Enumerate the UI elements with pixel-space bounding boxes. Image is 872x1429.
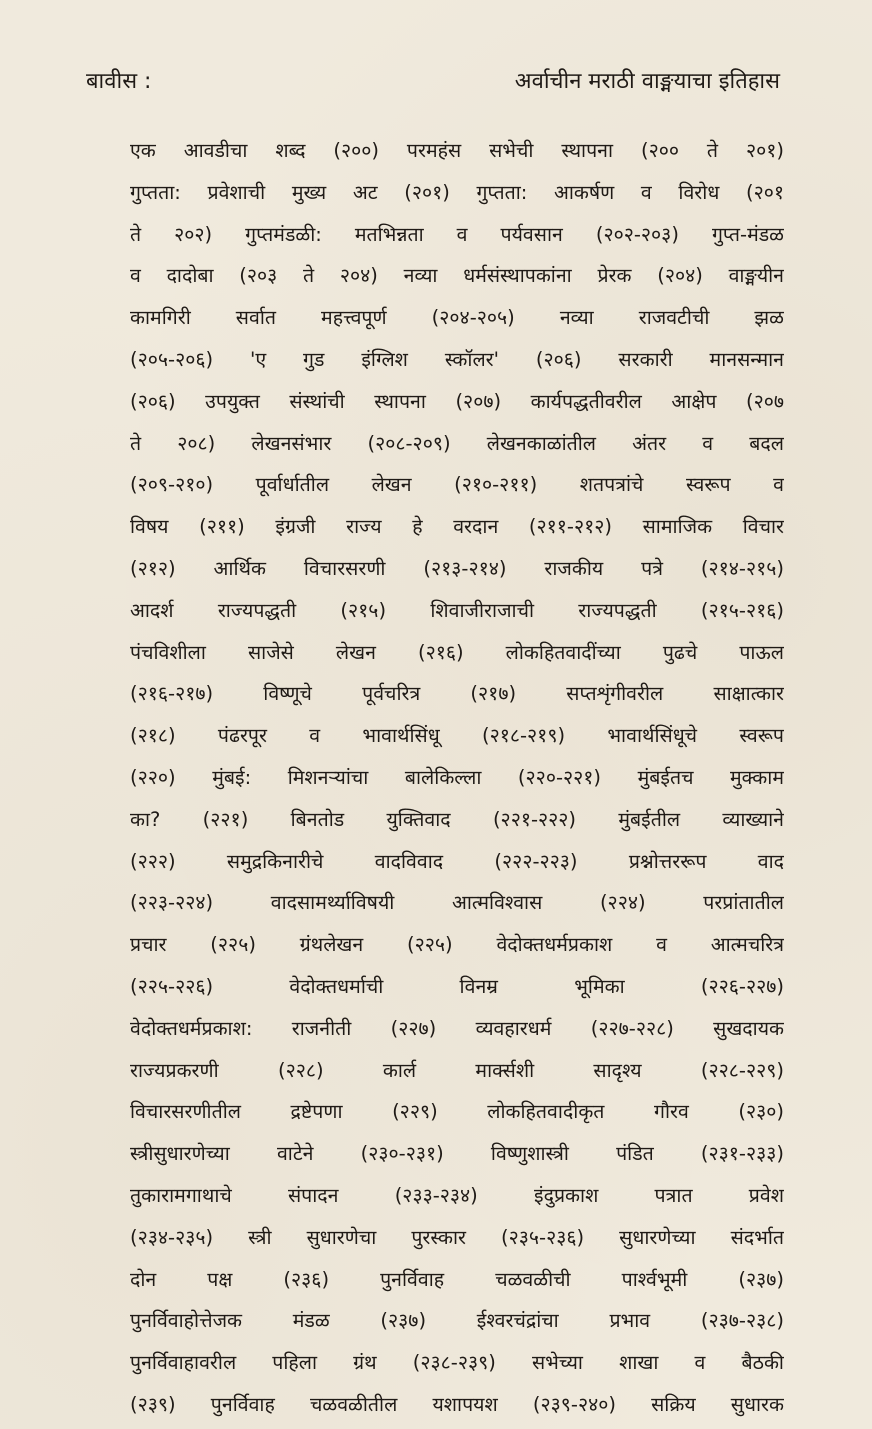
text-line: का? (२२१) बिनतोड युक्तिवाद (२२१-२२२) मुंबईतील व्याख्याने [130,807,784,831]
text-line: (२२५-२२६) वेदोक्तधर्माची विनम्र भूमिका (२२६-२२७) [130,974,784,998]
text-line: (२२३-२२४) वादसामर्थ्याविषयी आत्मविश्वास (२२४) परप्रांतातील [130,891,784,915]
text-line: विचारसरणीतील द्रष्टेपणा (२२९) लोकहितवादीकृत गौरव (२३०) [130,1100,784,1124]
text-line: वेदोक्तधर्मप्रकाश: राजनीती (२२७) व्यवहारधर्म (२२७-२२८) सुखदायक [130,1016,784,1040]
text-line: विषय (२११) इंग्रजी राज्य हे वरदान (२११-२१२) सामाजिक विचार [130,515,784,539]
text-line: प्रचार (२२५) ग्रंथलेखन (२२५) वेदोक्तधर्मप्रकाश व आत्मचरित्र [130,933,784,957]
book-title: अर्वाचीन मराठी वाङ्मयाचा इतिहास [514,69,780,94]
text-line: (२२२) समुद्रकिनारीचे वादविवाद (२२२-२२३) प्रश्नोत्तररूप वाद [130,849,784,873]
text-line: (२१२) आर्थिक विचारसरणी (२१३-२१४) राजकीय पत्रे (२१४-२१५) [130,556,784,580]
text-line: (२३४-२३५) स्त्री सुधारणेचा पुरस्कार (२३५-२३६) सुधारणेच्या संदर्भात [130,1225,784,1249]
text-line: राज्यप्रकरणी (२२८) कार्ल मार्क्सशी सादृश्य (२२८-२२९) [130,1058,784,1082]
text-line: पंचविशीला साजेसे लेखन (२१६) लोकहितवादींच्या पुढचे पाऊल [130,640,784,664]
running-header [86,62,780,102]
text-line: कामगिरी सर्वात महत्त्वपूर्ण (२०४-२०५) नव्या राजवटीची झळ [130,306,784,330]
text-line: व दादोबा (२०३ ते २०४) नव्या धर्मसंस्थापकांना प्रेरक (२०४) वाङ्मयीन [130,264,784,288]
text-line: (२१६-२१७) विष्णूचे पूर्वचरित्र (२१७) सप्तशृंगीवरील साक्षात्कार [130,682,784,706]
text-line: स्त्रीसुधारणेच्या वाटेने (२३०-२३१) विष्णुशास्त्री पंडित (२३१-२३३) [130,1142,784,1166]
page-number: बावीस : [86,69,152,94]
contents-paragraph [130,130,784,1426]
text-line: (२१८) पंढरपूर व भावार्थसिंधू (२१८-२१९) भावार्थसिंधूचे स्वरूप [130,724,784,748]
text-line: (२०९-२१०) पूर्वार्धातील लेखन (२१०-२११) शतपत्रांचे स्वरूप व [130,473,784,497]
text-line: एक आवडीचा शब्द (२००) परमहंस सभेची स्थापना (२०० ते २०१) [130,139,784,162]
text-line: ते २०२) गुप्तमंडळी: मतभिन्नता व पर्यवसान (२०२-२०३) गुप्त-मंडळ [130,222,784,246]
text-line: (२२०) मुंबई: मिशनऱ्यांचा बालेकिल्ला (२२०-२२१) मुंबईतच मुक्काम [130,765,784,789]
text-line: (२०५-२०६) 'ए गुड इंग्लिश स्कॉलर' (२०६) सरकारी मानसन्मान [130,347,784,371]
text-line: पुनर्विवाहोत्तेजक मंडळ (२३७) ईश्वरचंद्रांचा प्रभाव (२३७-२३८) [130,1309,784,1333]
text-line: दोन पक्ष (२३६) पुनर्विवाह चळवळीची पार्श्वभूमी (२३७) [130,1267,784,1291]
text-line: (२३९) पुनर्विवाह चळवळीतील यशापयश (२३९-२४०) सक्रिय सुधारक [130,1392,784,1416]
text-line: आदर्श राज्यपद्धती (२१५) शिवाजीराजाची राज्यपद्धती (२१५-२१६) [130,598,784,622]
text-line: (२०६) उपयुक्त संस्थांची स्थापना (२०७) कार्यपद्धतीवरील आक्षेप (२०७ [130,389,784,413]
text-line: पुनर्विवाहावरील पहिला ग्रंथ (२३८-२३९) सभेच्या शाखा व बैठकी [130,1351,784,1375]
text-line: ते २०८) लेखनसंभार (२०८-२०९) लेखनकाळांतील अंतर व बदल [130,431,784,455]
text-line: गुप्तता: प्रवेशाची मुख्य अट (२०१) गुप्तता: आकर्षण व विरोध (२०१ [130,180,784,204]
text-line: तुकारामगाथाचे संपादन (२३३-२३४) इंदुप्रकाश पत्रात प्रवेश [130,1183,784,1207]
